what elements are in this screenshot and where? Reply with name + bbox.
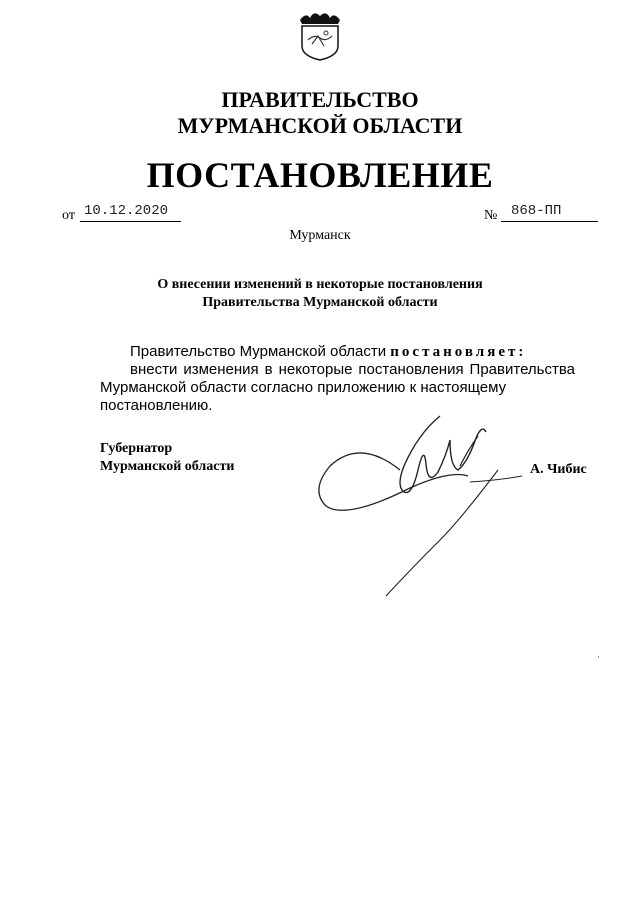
subject-line2: Правительства Мурманской области	[202, 295, 438, 310]
body-p1-text: Правительство Мурманской области	[130, 343, 391, 360]
subject-line1: О внесении изменений в некоторые постановления	[157, 277, 483, 292]
signatory-title-line1: Губернатор	[100, 441, 173, 456]
org-name-line2: МУРМАНСКОЙ ОБЛАСТИ	[177, 113, 463, 138]
signatory-title	[100, 440, 234, 476]
date-number-row	[0, 203, 640, 225]
date-label: от	[62, 208, 75, 223]
number-label: №	[484, 208, 498, 223]
city-name: Мурманск	[289, 228, 351, 243]
body-p1-resolves: постановляет:	[390, 344, 527, 360]
coat-of-arms-icon	[296, 6, 344, 62]
body-paragraph-3: Мурманской области согласно приложению к настоящему постановлению.	[100, 379, 507, 414]
document-type-title: ПОСТАНОВЛЕНИЕ	[146, 155, 494, 195]
body-paragraph-1	[100, 343, 575, 361]
number-field: 868-ПП	[501, 203, 598, 222]
signatory-name: А. Чибис	[530, 462, 587, 477]
date-field: 10.12.2020	[80, 203, 181, 222]
org-name-line1: ПРАВИТЕЛЬСТВО	[221, 87, 419, 112]
signatory-title-line2: Мурманской области	[100, 459, 235, 474]
document-body	[100, 343, 575, 415]
scan-speck	[598, 656, 599, 658]
handwritten-signature	[300, 410, 540, 610]
body-paragraph-2: внести изменения в некоторые постановления Правительства	[130, 361, 575, 378]
document-subject	[0, 276, 640, 312]
